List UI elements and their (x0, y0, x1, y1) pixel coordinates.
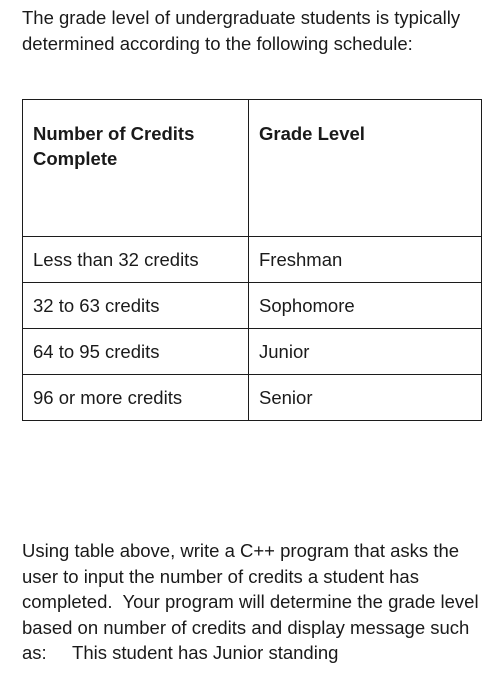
cell-credits: 96 or more credits (23, 375, 249, 421)
grade-level-table (22, 99, 482, 421)
table-row (23, 283, 482, 329)
cell-grade-level: Sophomore (249, 283, 482, 329)
cell-credits: 64 to 95 credits (23, 329, 249, 375)
cell-grade-level: Senior (249, 375, 482, 421)
cell-grade-level: Junior (249, 329, 482, 375)
table-row (23, 237, 482, 283)
cell-credits: 32 to 63 credits (23, 283, 249, 329)
cell-credits: Less than 32 credits (23, 237, 249, 283)
table-header-row (23, 100, 482, 237)
table-row (23, 329, 482, 375)
table-row (23, 375, 482, 421)
header-grade-level: Grade Level (249, 100, 482, 237)
intro-paragraph: The grade level of undergraduate students is typically determined according to the following schedule: (22, 7, 461, 54)
task-paragraph: Using table above, write a C++ program that asks the user to input the number of credits a student has completed. Your program will determine the grade level based on number of credits and display message such as: This student has Junior standing (22, 540, 484, 663)
header-credits: Number of Credits Complete (23, 100, 249, 237)
cell-grade-level: Freshman (249, 237, 482, 283)
